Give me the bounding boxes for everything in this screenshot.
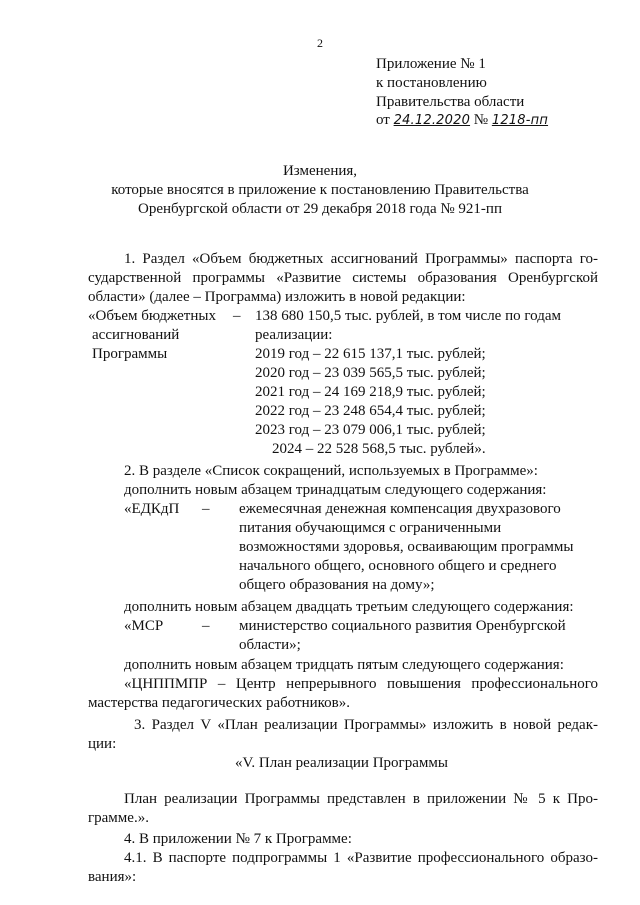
- appendix-date-line: [376, 111, 548, 130]
- edkdp-line-2: питания обучающимся с ограниченными: [239, 520, 502, 536]
- appendix-line-2: к постановлению: [376, 75, 487, 91]
- budget-total-1: 138 680 150,5 тыс. рублей, в том числе по годам: [255, 308, 561, 324]
- budget-year-2020: 2020 год – 23 039 565,5 тыс. рублей;: [255, 365, 486, 381]
- plan-line-2: грамме.».: [88, 810, 149, 826]
- budget-year-2021: 2021 год – 24 169 218,9 тыс. рублей;: [255, 384, 486, 400]
- msr-abbr: «МСР: [124, 618, 164, 634]
- item1-line-1: 1. Раздел «Объем бюджетных ассигнований Программы» паспорта го-: [124, 251, 598, 267]
- heading-title: Изменения,: [282, 163, 358, 179]
- budget-year-2019: 2019 год – 22 615 137,1 тыс. рублей;: [255, 346, 486, 362]
- item2-line-1: 2. В разделе «Список сокращений, используемых в Программе»:: [124, 463, 538, 479]
- budget-dash: –: [233, 308, 241, 324]
- edkdp-abbr: «ЕДКдП: [124, 501, 180, 517]
- item2-intro-13: дополнить новым абзацем тринадцатым следующего содержания:: [124, 482, 547, 498]
- date-prefix: от: [376, 112, 390, 128]
- appendix-line-3: Правительства области: [376, 94, 525, 110]
- item1-line-2: сударственной программы «Развитие системы образования Оренбургской: [88, 270, 598, 286]
- budget-year-2023: 2023 год – 23 079 006,1 тыс. рублей;: [255, 422, 486, 438]
- appendix-line-1: Приложение № 1: [376, 56, 486, 72]
- item4-sub1-line-1: 4.1. В паспорте подпрограммы 1 «Развитие профессионального образо-: [124, 850, 598, 866]
- plan-line-1: План реализации Программы представлен в приложении № 5 к Про-: [124, 791, 598, 807]
- heading-line-2: которые вносятся в приложение к постановлению Правительства: [111, 182, 529, 198]
- item4-sub1-line-2: вания»:: [88, 869, 137, 885]
- item3-line-1: 3. Раздел V «План реализации Программы» изложить в новой редак-: [134, 717, 598, 733]
- cnppmpr-line-1: «ЦНППМПР – Центр непрерывного повышения профессионального: [124, 676, 598, 692]
- number-sign: №: [473, 112, 489, 128]
- budget-year-2022: 2022 год – 23 248 654,4 тыс. рублей;: [255, 403, 486, 419]
- cnppmpr-line-2: мастерства педагогических работников».: [88, 695, 351, 711]
- heading-line-3: Оренбургской области от 29 декабря 2018 года № 921-пп: [138, 201, 502, 217]
- item2-intro-23: дополнить новым абзацем двадцать третьим следующего содержания:: [124, 599, 574, 615]
- handwritten-number: 1218-пп: [491, 113, 549, 128]
- edkdp-line-3: возможностями здоровья, осваивающим программы: [239, 539, 574, 555]
- msr-dash: –: [202, 618, 210, 634]
- edkdp-line-4: начального общего, основного общего и среднего: [239, 558, 557, 574]
- msr-line-2: области»;: [239, 637, 301, 653]
- section-v-title: «V. План реализации Программы: [235, 755, 448, 771]
- item1-line-3: области» (далее – Программа) изложить в новой редакции:: [88, 289, 466, 305]
- budget-label-3: Программы: [92, 346, 168, 362]
- budget-year-2024: 2024 – 22 528 568,5 тыс. рублей».: [272, 441, 486, 457]
- item4-line-1: 4. В приложении № 7 к Программе:: [124, 831, 352, 847]
- budget-label-2: ассигнований: [92, 327, 180, 343]
- edkdp-line-5: общего образования на дому»;: [239, 577, 435, 593]
- msr-line-1: министерство социального развития Оренбургской: [239, 618, 566, 634]
- edkdp-dash: –: [202, 501, 210, 517]
- edkdp-line-1: ежемесячная денежная компенсация двухразового: [239, 501, 561, 517]
- handwritten-date: 24.12.2020: [393, 113, 471, 128]
- page-number: 2: [317, 36, 323, 50]
- budget-total-2: реализации:: [255, 327, 333, 343]
- item3-line-2: ции:: [88, 736, 117, 752]
- budget-label-1: «Объем бюджетных: [88, 308, 216, 324]
- item2-intro-35: дополнить новым абзацем тридцать пятым следующего содержания:: [124, 657, 564, 673]
